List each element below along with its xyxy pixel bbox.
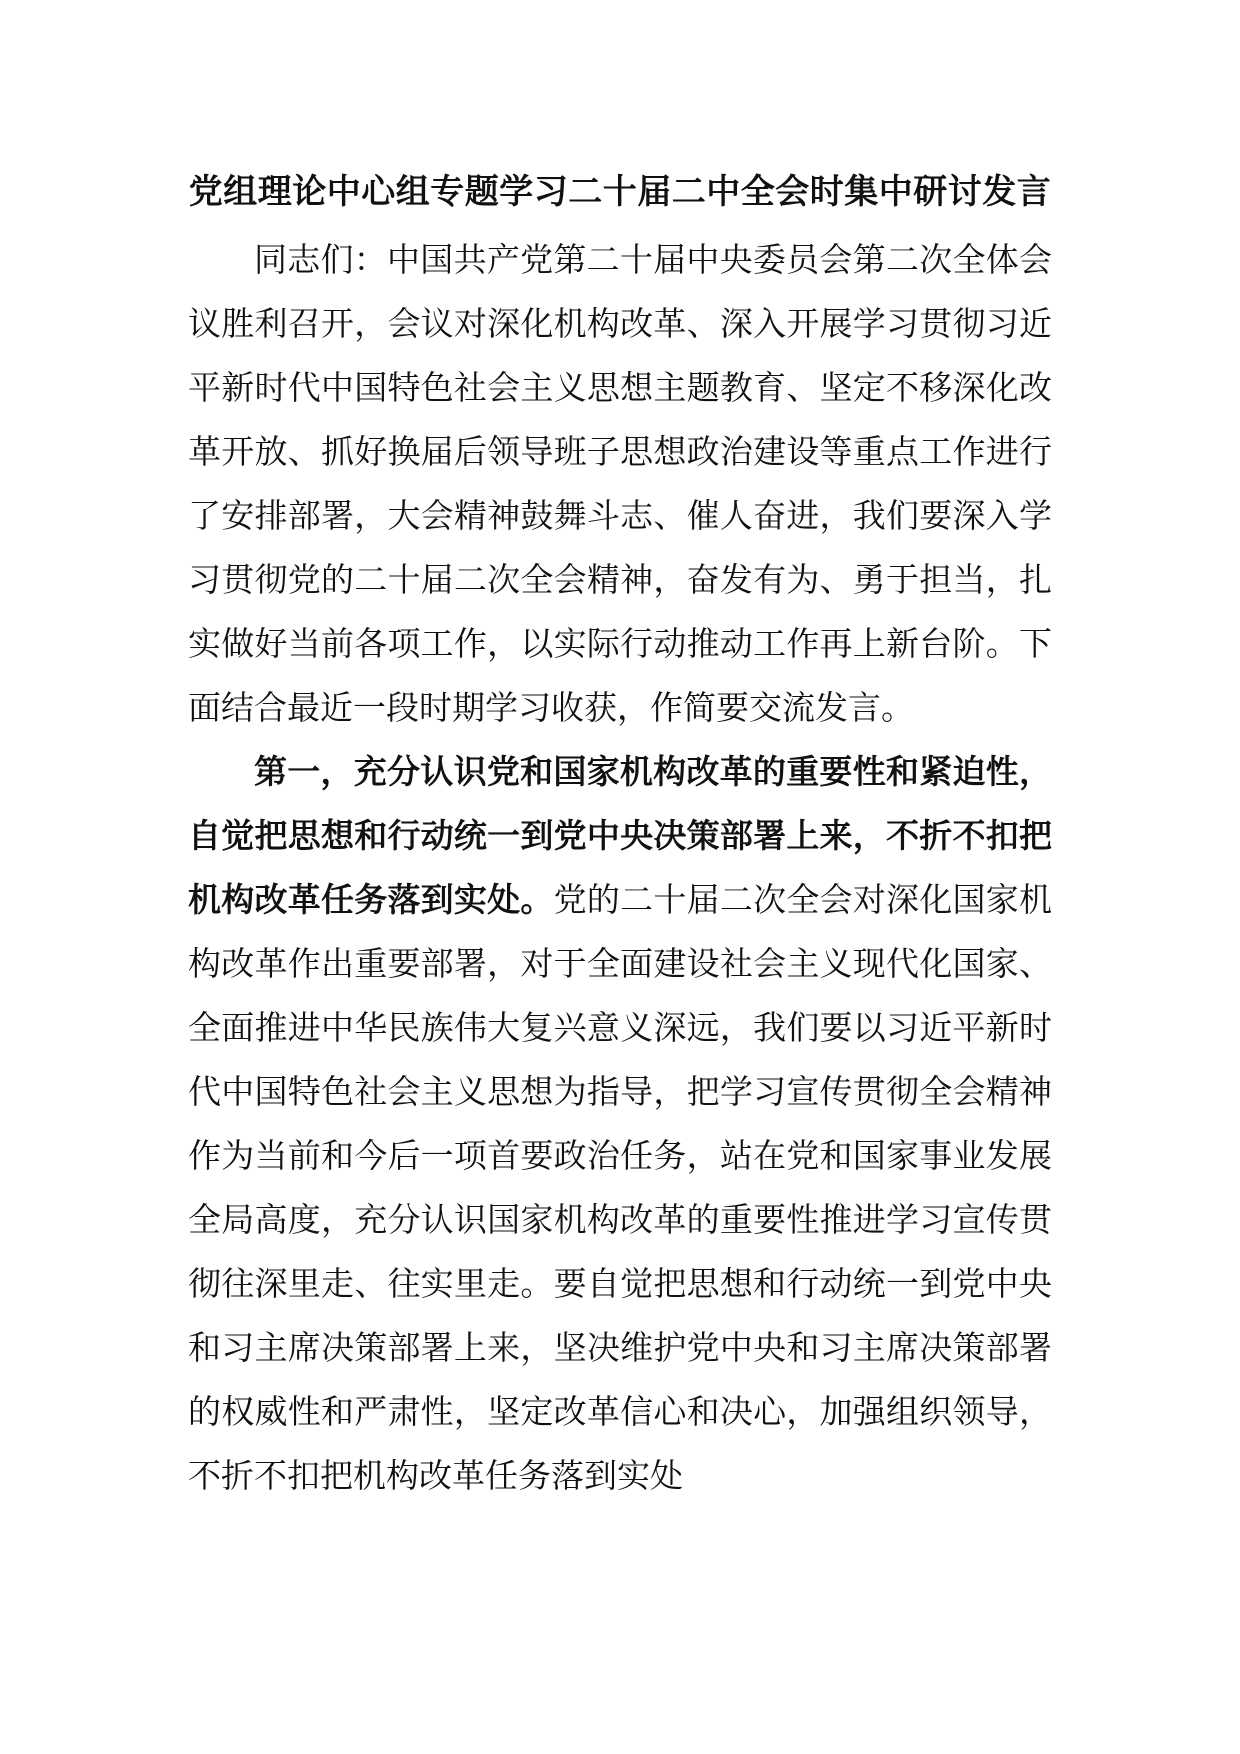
section-1-paragraph bbox=[188, 740, 1052, 1508]
intro-paragraph: 同志们：中国共产党第二十届中央委员会第二次全体会议胜利召开，会议对深化机构改革、深入开展学习贯彻习近平新时代中国特色社会主义思想主题教育、坚定不移深化改革开放、抓好换届后领导班子思想政治建设等重点工作进行了安排部署，大会精神鼓舞斗志、催人奋进，我们要深入学习贯彻党的二十届二次全会精神，奋发有为、勇于担当，扎实做好当前各项工作，以实际行动推动工作再上新台阶。下面结合最近一段时期学习收获，作简要交流发言。 bbox=[188, 240, 1052, 727]
section-1-body: 党的二十届二次全会对深化国家机构改革作出重要部署，对于全面建设社会主义现代化国家、全面推进中华民族伟大复兴意义深远，我们要以习近平新时代中国特色社会主义思想为指导，把学习宣传贯彻全会精神作为当前和今后一项首要政治任务，站在党和国家事业发展全局高度，充分认识国家机构改革的重要性推进学习宣传贯彻往深里走、往实里走。要自觉把思想和行动统一到党中央和习主席决策部署上来，坚决维护党中央和习主席决策部署的权威性和严肃性，坚定改革信心和决心，加强组织领导，不折不扣把机构改革任务落到实处 bbox=[188, 880, 1053, 1495]
document-content bbox=[188, 170, 1052, 1508]
section-1-lead: 第一，充分认识党和国家机构改革的重要性和紧迫性，自觉把思想和行动统一到党中央决策部署上来，不折不扣把机构改革任务落到实处。 bbox=[188, 752, 1052, 919]
document-title: 党组理论中心组专题学习二十届二中全会时集中研讨发言 bbox=[188, 172, 1052, 212]
